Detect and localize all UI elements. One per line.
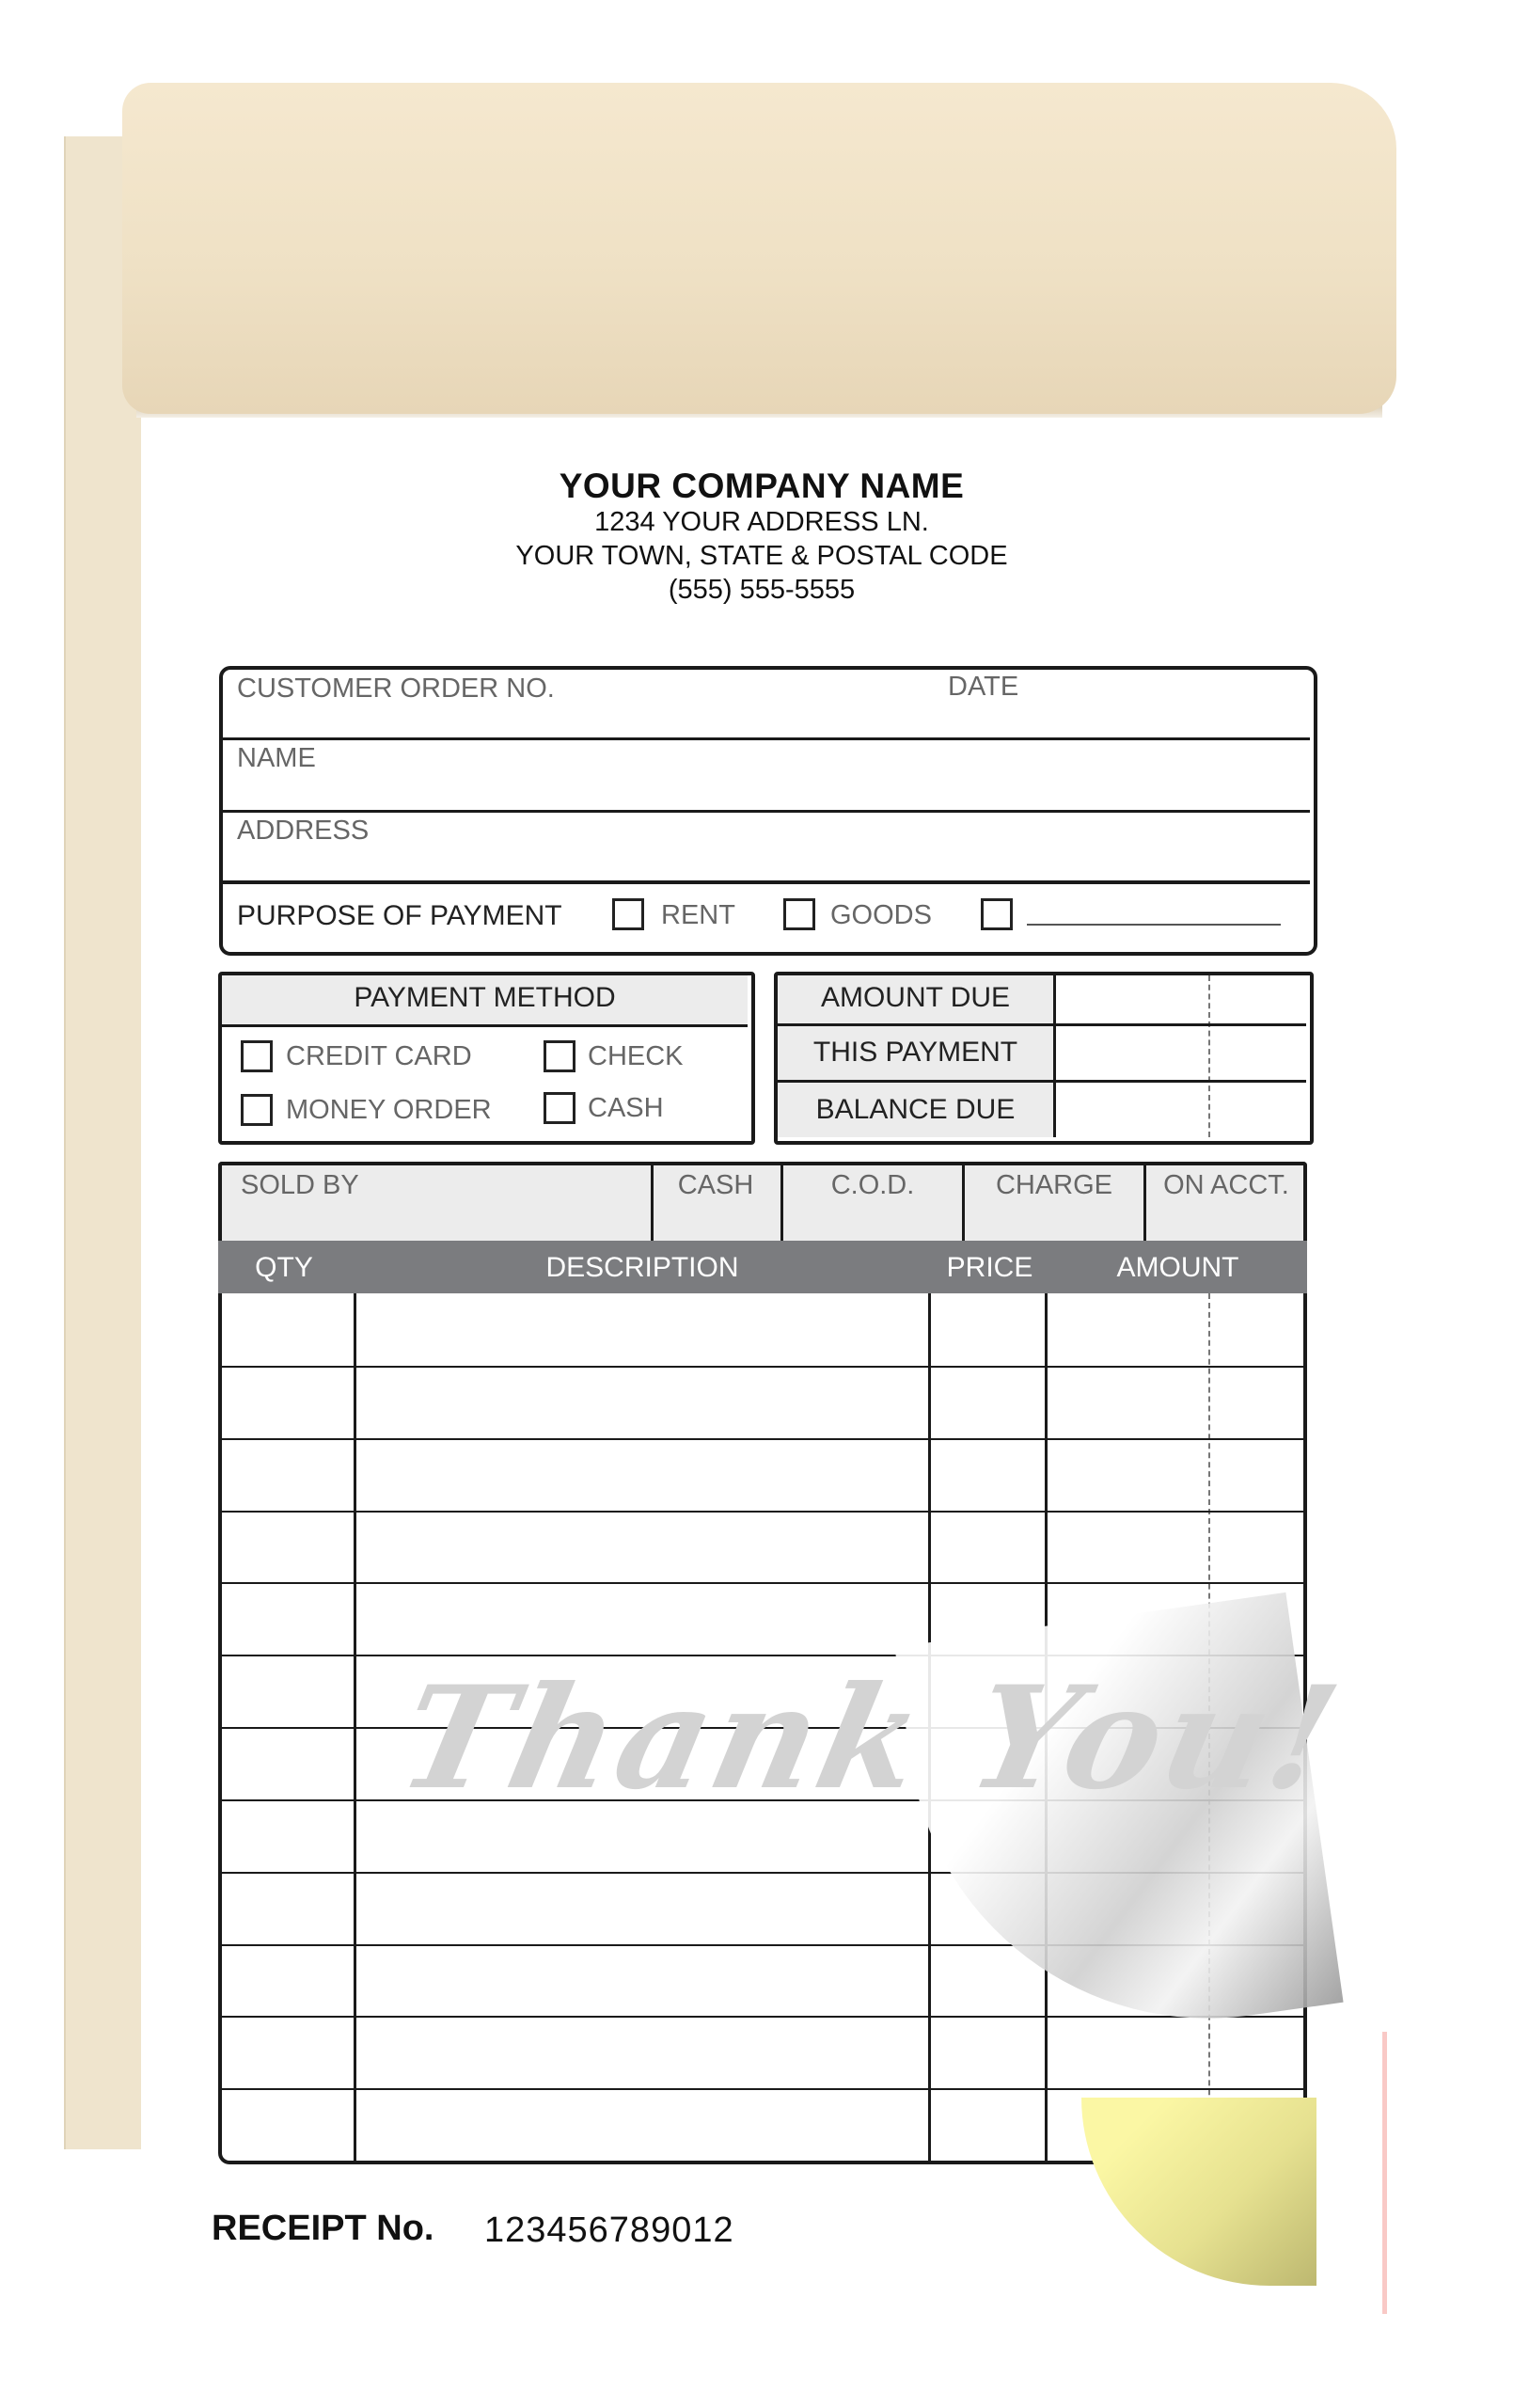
qty-header: QTY [255,1252,313,1283]
money-order-label: MONEY ORDER [286,1095,492,1125]
balance-due-field[interactable] [1057,1084,1207,1134]
check-checkbox[interactable] [544,1040,575,1072]
balance-due-label: BALANCE DUE [815,1094,1016,1125]
this-payment-field[interactable] [1057,1027,1207,1078]
cents-divider [1208,975,1210,1137]
cash-column-label: CASH [677,1170,754,1200]
divider [778,1023,1306,1026]
sold-by-label: SOLD BY [241,1170,359,1200]
cash-label: CASH [588,1093,664,1123]
table-row-divider [222,2088,1303,2090]
table-row-divider [222,1438,1303,1440]
table-row-divider [222,1511,1303,1513]
table-row-divider [222,1582,1303,1584]
name-label: NAME [237,743,316,773]
goods-checkbox[interactable] [783,898,815,930]
amount-due-field[interactable] [1057,978,1207,1022]
date-label: DATE [948,672,1019,702]
money-order-checkbox[interactable] [241,1094,273,1126]
divider [223,737,1310,740]
cod-column-label: C.O.D. [830,1170,915,1200]
description-header: DESCRIPTION [545,1252,739,1283]
other-purpose-line[interactable] [1027,924,1281,926]
table-row-divider [222,2016,1303,2018]
on-account-column-label: ON ACCT. [1163,1170,1289,1200]
divider [223,810,1310,813]
amount-due-label: AMOUNT DUE [820,982,1011,1013]
divider [1053,975,1056,1137]
rent-checkbox[interactable] [612,898,644,930]
payment-method-title: PAYMENT METHOD [354,982,616,1013]
charge-column-label: CHARGE [995,1170,1113,1200]
company-name: YOUR COMPANY NAME [559,467,965,505]
check-label: CHECK [588,1041,684,1071]
credit-card-label: CREDIT CARD [286,1041,472,1071]
customer-order-label: CUSTOMER ORDER NO. [237,673,555,704]
company-city: YOUR TOWN, STATE & POSTAL CODE [515,541,1008,571]
thank-you-watermark: Thank You! [386,1656,1355,1821]
company-address: 1234 YOUR ADDRESS LN. [594,507,929,537]
goods-label: GOODS [830,900,932,930]
this-payment-label: THIS PAYMENT [812,1037,1018,1068]
company-phone: (555) 555-5555 [668,575,856,605]
divider [778,1080,1306,1083]
address-label: ADDRESS [237,816,370,846]
receipt-number: 123456789012 [484,2210,734,2250]
other-purpose-checkbox[interactable] [981,898,1013,930]
divider [222,1024,748,1027]
amount-header: AMOUNT [1116,1252,1239,1283]
credit-card-checkbox[interactable] [241,1040,273,1072]
cash-checkbox[interactable] [544,1092,575,1124]
rent-label: RENT [661,900,735,930]
rolled-cover [122,83,1396,414]
divider [223,880,1310,884]
receipt-number-label: RECEIPT No. [212,2209,434,2248]
table-row-divider [222,1366,1303,1368]
purpose-label: PURPOSE OF PAYMENT [237,900,562,931]
price-header: PRICE [946,1252,1033,1283]
